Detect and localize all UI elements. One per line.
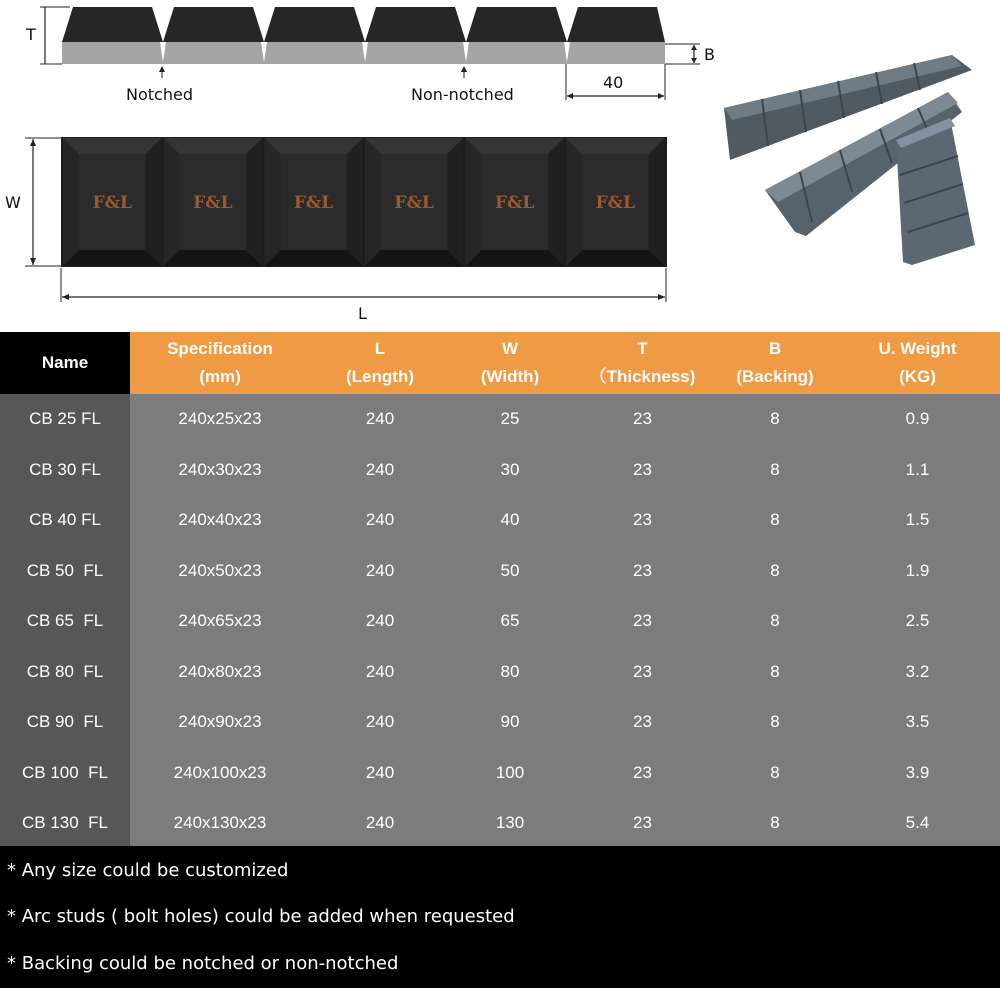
cell-u: 5.4 <box>905 813 930 833</box>
cell-spec: 240x65x23 <box>178 611 262 631</box>
cell-w: 40 <box>500 510 520 530</box>
table-row <box>0 445 1000 496</box>
cell-b: 8 <box>770 409 780 429</box>
table-row <box>0 394 1000 445</box>
header-width <box>450 332 570 394</box>
header-t-line2: （Thickness) <box>589 367 696 386</box>
cell-t: 23 <box>633 459 652 479</box>
table-header-row <box>0 332 1000 394</box>
header-b-line2: (Backing) <box>736 367 814 386</box>
table-body <box>0 394 1000 849</box>
row-values <box>130 748 1000 799</box>
cell-name: CB 65 FL <box>0 596 130 647</box>
cell-t: 23 <box>633 712 652 732</box>
top-view-block <box>465 138 564 266</box>
top-view <box>61 137 667 267</box>
block-logo: F&L <box>495 193 535 213</box>
dimension-w <box>5 138 62 266</box>
table-row <box>0 748 1000 799</box>
note-customized: * Any size could be customized <box>7 860 289 881</box>
note-arc-studs: * Arc studs ( bolt holes) could be added when requested <box>7 906 515 927</box>
cell-l: 240 <box>365 409 395 429</box>
cell-spec: 240x50x23 <box>178 560 262 580</box>
table-row <box>0 697 1000 748</box>
header-length <box>310 332 450 394</box>
header-spec-line1: Specification <box>167 339 273 358</box>
cell-name: CB 30 FL <box>0 445 130 496</box>
cell-b: 8 <box>770 762 780 782</box>
header-backing <box>715 332 835 394</box>
cell-w: 25 <box>500 409 520 429</box>
cell-u: 1.5 <box>905 510 930 530</box>
row-values <box>130 697 1000 748</box>
cell-u: 3.9 <box>905 762 930 782</box>
row-values <box>130 445 1000 496</box>
dim-w-label: W <box>5 193 21 212</box>
block-logo: F&L <box>394 193 434 213</box>
notes-panel <box>0 846 1000 988</box>
table-row <box>0 495 1000 546</box>
header-w-line2: (Width) <box>480 367 540 386</box>
cell-w: 80 <box>500 661 520 681</box>
cell-b: 8 <box>770 712 780 732</box>
cell-b: 8 <box>770 611 780 631</box>
cell-spec: 240x90x23 <box>178 712 262 732</box>
cell-w: 90 <box>500 712 520 732</box>
product-photo <box>724 55 975 265</box>
dimension-40 <box>566 64 665 100</box>
cell-t: 23 <box>633 661 652 681</box>
cell-t: 23 <box>633 409 652 429</box>
non-notched-label: Non-notched <box>411 85 514 104</box>
table-row <box>0 798 1000 849</box>
cell-spec: 240x25x23 <box>178 409 262 429</box>
dim-t-label: T <box>26 25 36 44</box>
row-values <box>130 647 1000 698</box>
cell-w: 130 <box>495 813 525 833</box>
cell-name: CB 130 FL <box>0 798 130 849</box>
cell-b: 8 <box>770 560 780 580</box>
cell-name: CB 25 FL <box>0 394 130 445</box>
header-unit-weight <box>835 332 1000 394</box>
cell-name: CB 40 FL <box>0 495 130 546</box>
header-w-line1: W <box>501 339 519 358</box>
cell-u: 3.5 <box>905 712 930 732</box>
cell-t: 23 <box>633 762 652 782</box>
top-view-block <box>164 138 263 266</box>
cell-u: 3.2 <box>905 661 930 681</box>
cell-name: CB 80 FL <box>0 647 130 698</box>
cell-l: 240 <box>365 661 395 681</box>
header-b-line1: B <box>768 339 782 358</box>
notched-callout <box>126 66 193 104</box>
header-u-line2: (KG) <box>899 367 936 386</box>
cell-w: 50 <box>500 560 520 580</box>
notched-label: Notched <box>126 85 193 104</box>
cell-b: 8 <box>770 510 780 530</box>
cell-u: 0.9 <box>905 409 930 429</box>
cell-l: 240 <box>365 560 395 580</box>
header-orange-band <box>130 332 1000 394</box>
top-view-block <box>365 138 464 266</box>
cell-t: 23 <box>633 611 652 631</box>
row-values <box>130 394 1000 445</box>
cell-name: CB 90 FL <box>0 697 130 748</box>
cell-spec: 240x130x23 <box>173 813 267 833</box>
dim-40-label: 40 <box>603 73 624 92</box>
note-backing: * Backing could be notched or non-notched <box>7 953 399 974</box>
top-view-block <box>264 138 363 266</box>
cell-l: 240 <box>365 813 395 833</box>
cell-u: 1.9 <box>905 560 930 580</box>
dimension-l <box>61 268 666 323</box>
cell-l: 240 <box>365 611 395 631</box>
cell-name: CB 50 FL <box>0 546 130 597</box>
cell-b: 8 <box>770 459 780 479</box>
header-thickness <box>570 332 715 394</box>
table-row <box>0 596 1000 647</box>
dim-b-label: B <box>704 45 715 64</box>
cell-l: 240 <box>365 510 395 530</box>
block-logo: F&L <box>92 193 132 213</box>
row-values <box>130 596 1000 647</box>
header-t-line1: T <box>637 339 648 358</box>
cell-t: 23 <box>633 510 652 530</box>
header-l-line2: (Length) <box>346 367 414 386</box>
block-logo: F&L <box>293 193 334 213</box>
header-specification <box>130 332 310 394</box>
cell-name: CB 100 FL <box>0 748 130 799</box>
cell-spec: 240x30x23 <box>178 459 262 479</box>
dim-l-label: L <box>358 304 367 323</box>
row-values <box>130 546 1000 597</box>
spec-table <box>0 332 1000 846</box>
cell-b: 8 <box>770 813 780 833</box>
block-logo: F&L <box>595 193 635 213</box>
table-row <box>0 546 1000 597</box>
top-view-block <box>566 138 665 266</box>
cell-u: 1.1 <box>905 459 930 479</box>
non-notched-callout <box>411 66 514 104</box>
dimension-b <box>665 44 715 64</box>
cell-b: 8 <box>770 661 780 681</box>
cell-w: 30 <box>500 459 520 479</box>
cell-spec: 240x40x23 <box>178 510 262 530</box>
header-u-line1: U. Weight <box>878 339 957 358</box>
header-spec-line2: (mm) <box>199 367 241 386</box>
cell-l: 240 <box>365 459 395 479</box>
cell-t: 23 <box>633 560 652 580</box>
top-view-block <box>63 138 162 266</box>
chocky-bar-diagram <box>0 0 1000 332</box>
cell-spec: 240x100x23 <box>173 762 267 782</box>
product-diagram-area <box>0 0 1000 332</box>
cell-spec: 240x80x23 <box>178 661 262 681</box>
cell-l: 240 <box>365 762 395 782</box>
cell-t: 23 <box>633 813 652 833</box>
row-values <box>130 495 1000 546</box>
row-values <box>130 798 1000 849</box>
cell-l: 240 <box>365 712 395 732</box>
cell-w: 100 <box>495 762 525 782</box>
block-logo: F&L <box>193 193 233 213</box>
header-l-line1: L <box>374 339 386 358</box>
header-name: Name <box>0 332 130 394</box>
cell-u: 2.5 <box>905 611 930 631</box>
side-profile <box>62 7 665 64</box>
table-row <box>0 647 1000 698</box>
cell-w: 65 <box>500 611 520 631</box>
